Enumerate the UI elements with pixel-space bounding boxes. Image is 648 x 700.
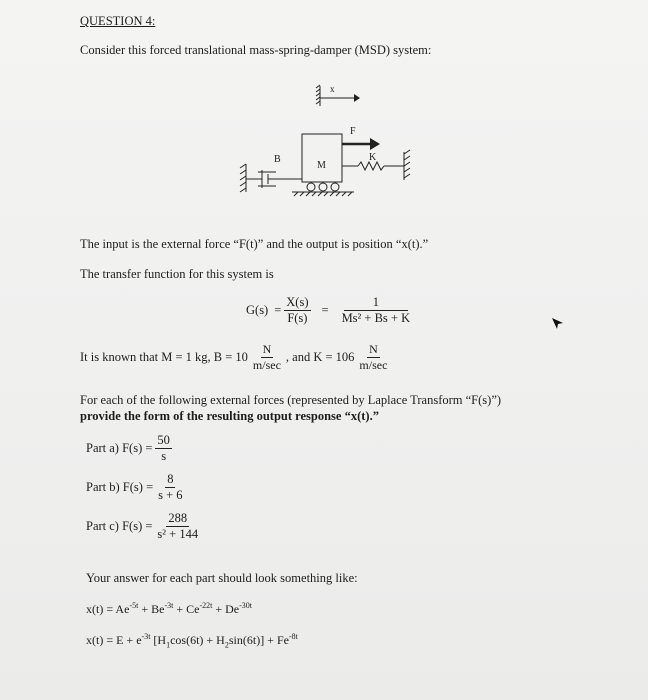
- input-output-text: The input is the external force “F(t)” and the output is position “x(t).”: [80, 237, 429, 251]
- part-c: [86, 512, 203, 541]
- example-answer-1: [86, 601, 252, 617]
- part-b-label: Part b) F(s) =: [86, 480, 154, 494]
- part-a-den: s: [161, 449, 167, 463]
- damping-unit: [251, 343, 283, 372]
- tf-eq1: =: [274, 303, 282, 317]
- damper-label: B: [274, 154, 281, 165]
- spring-unit-num: N: [369, 342, 378, 356]
- part-a-fraction: [155, 434, 172, 463]
- spring-unit-den: m/sec: [359, 358, 388, 372]
- tf-den1: F(s): [287, 311, 308, 325]
- mass-label: M: [317, 160, 326, 171]
- part-b-num: 8: [167, 472, 174, 486]
- tf-expression: [340, 296, 413, 325]
- answer-intro: Your answer for each part should look something like:: [86, 571, 358, 585]
- ex2-a-exp: -3t: [141, 632, 151, 641]
- x-label: x: [330, 84, 335, 94]
- ex2-c: cos(6t) + H: [170, 633, 225, 647]
- tf-intro-text: The transfer function for this system is: [80, 267, 274, 281]
- part-a: [86, 434, 175, 463]
- tf-num2: 1: [344, 296, 408, 311]
- question-heading: QUESTION 4:: [80, 14, 156, 28]
- damping-unit-den: m/sec: [252, 358, 281, 372]
- ex1-b-exp: -3t: [164, 601, 174, 610]
- tf-ratio: [284, 296, 310, 325]
- ex1-a: x(t) = Ae: [86, 602, 130, 616]
- known-middle: , and K = 106: [285, 350, 355, 364]
- part-b-den: s + 6: [158, 488, 183, 502]
- part-c-den: s² + 144: [157, 527, 199, 541]
- part-a-num: 50: [157, 433, 170, 447]
- ex1-d-exp: -30t: [239, 601, 252, 610]
- ex2-c-sub: 2: [224, 640, 229, 650]
- ex1-c: + Ce: [173, 602, 200, 616]
- example-answer-2: [86, 632, 298, 649]
- tf-lhs: G(s): [246, 303, 269, 317]
- ex1-a-exp: -5t: [129, 601, 139, 610]
- tf-eq2: =: [321, 303, 329, 317]
- ex1-b: + Be: [138, 602, 165, 616]
- tf-num1: X(s): [286, 295, 309, 309]
- intro-text: Consider this forced translational mass-spring-damper (MSD) system:: [80, 43, 432, 57]
- damping-unit-num: N: [262, 342, 272, 356]
- transfer-function: [246, 296, 415, 325]
- ex1-c-exp: -22t: [199, 601, 213, 610]
- ex2-a: x(t) = E + e: [86, 633, 142, 647]
- instructions-line2: provide the form of the resulting output response “x(t).”: [80, 409, 379, 423]
- mouse-cursor-icon: [552, 318, 564, 330]
- msd-diagram: [226, 80, 436, 220]
- instructions-line1: For each of the following external forces (represented by Laplace Transform “F(s)”): [80, 393, 502, 407]
- part-c-label: Part c) F(s) =: [86, 519, 153, 533]
- known-prefix: It is known that M = 1 kg, B = 10: [80, 350, 248, 364]
- tf-den2: Ms² + Bs + K: [341, 311, 411, 325]
- part-c-fraction: [155, 512, 200, 541]
- spring-unit: [357, 343, 389, 372]
- ex2-b-sub: 1: [166, 640, 171, 650]
- force-label: F: [350, 126, 356, 137]
- known-values: [80, 343, 392, 372]
- instructions: [80, 392, 501, 424]
- part-a-label: Part a) F(s) =: [86, 441, 153, 455]
- ex2-b: [H: [150, 633, 167, 647]
- part-b: [86, 473, 188, 502]
- ex2-d: sin(6t)] + Fe: [228, 633, 289, 647]
- part-b-fraction: [156, 473, 184, 502]
- ex1-d: + De: [212, 602, 240, 616]
- ex2-d-exp: -8t: [288, 632, 298, 641]
- part-c-num: 288: [168, 511, 188, 525]
- spring-label: K: [369, 152, 377, 163]
